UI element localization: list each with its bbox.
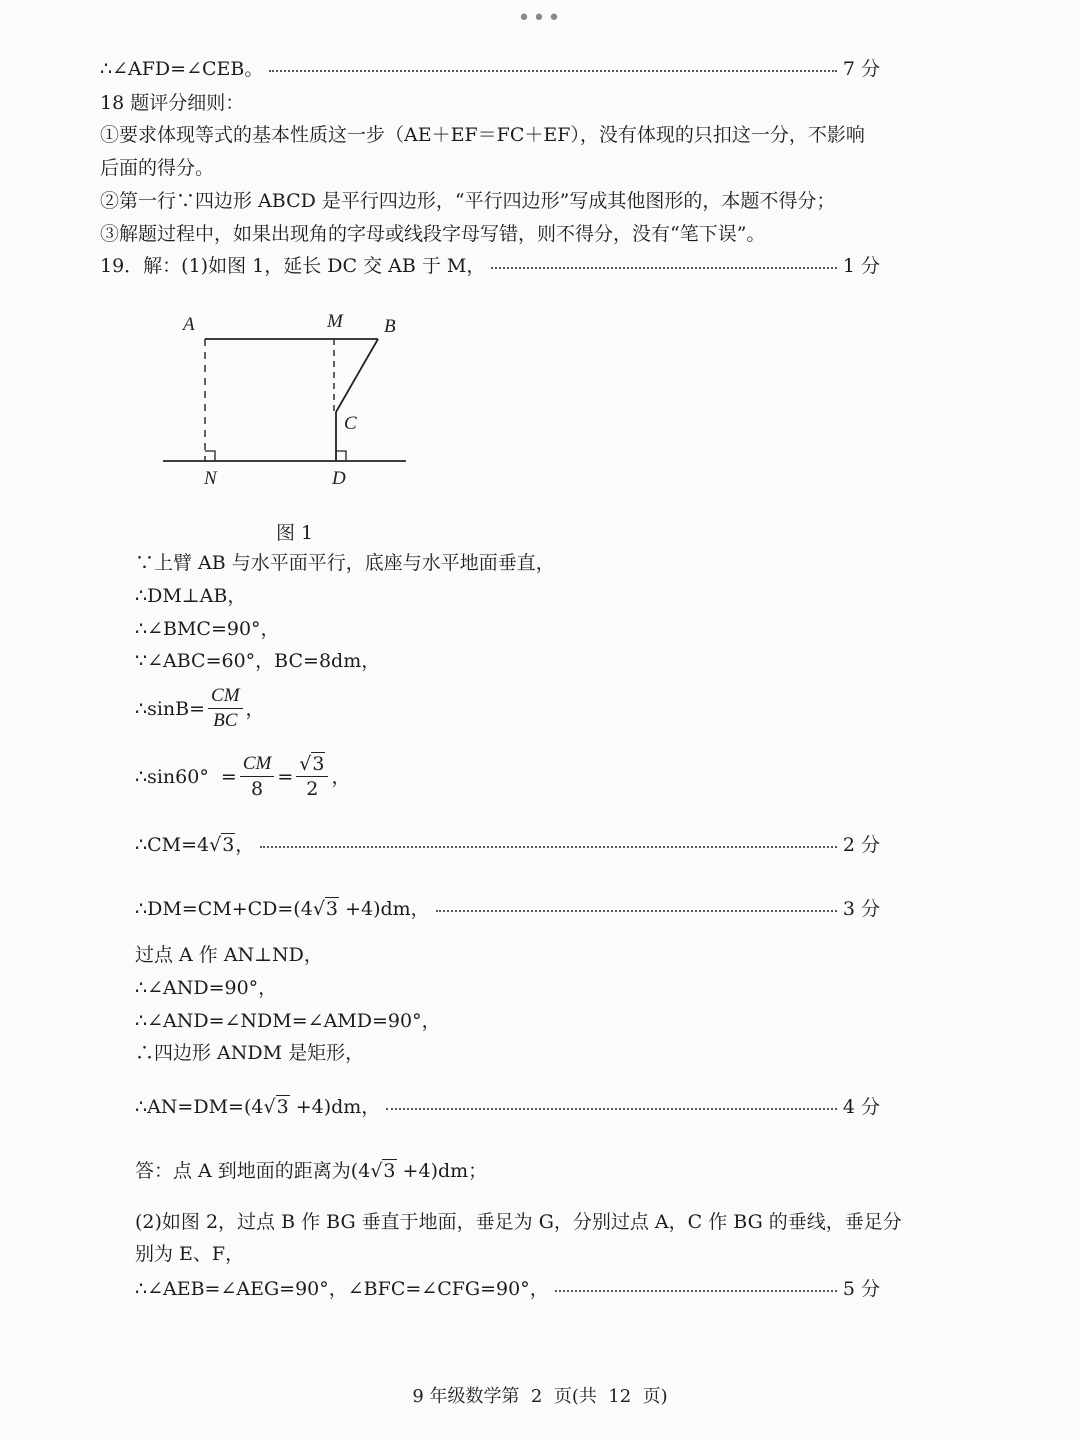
part-2-line-3 bbox=[135, 1276, 880, 1302]
numerator: CM bbox=[240, 752, 275, 777]
score-mark: 4 分 bbox=[842, 1096, 880, 1118]
sqrt-sign: √3 bbox=[263, 1096, 289, 1118]
text-pre: ∴sin60° = bbox=[135, 765, 237, 788]
text-post: +4)dm， bbox=[289, 1096, 381, 1118]
line-text: ∴∠AEB=∠AEG=90°，∠BFC=∠CFG=90°， bbox=[135, 1278, 549, 1300]
fraction-1 bbox=[240, 752, 275, 801]
text-post: +4)dm； bbox=[396, 1160, 488, 1182]
rubric-item-1: ①要求体现等式的基本性质这一步（AE＋EF＝FC＋EF），没有体现的只扣这一分，不影响 bbox=[100, 124, 865, 146]
score-mark: 3 分 bbox=[842, 898, 880, 920]
step-1: ∵上臂 AB 与水平面平行，底座与水平地面垂直， bbox=[135, 552, 555, 574]
denominator: BC bbox=[213, 710, 238, 731]
q19-heading bbox=[100, 253, 880, 279]
line-text: 19．解：(1)如图 1，延长 DC 交 AB 于 M， bbox=[100, 255, 486, 277]
solution-line-afd bbox=[100, 56, 880, 82]
denominator: 2 bbox=[306, 778, 319, 800]
label-c: C bbox=[344, 413, 357, 434]
dot-leader bbox=[555, 1290, 837, 1292]
answer-line bbox=[135, 1158, 487, 1184]
segment-bc bbox=[336, 339, 378, 412]
part-2-line-2: 别为 E、F， bbox=[135, 1243, 245, 1265]
radicand: 3 bbox=[276, 1096, 289, 1118]
radicand: 3 bbox=[383, 1160, 396, 1182]
figure-caption: 图 1 bbox=[276, 522, 314, 544]
text-pre: ∴CM=4 bbox=[135, 834, 210, 856]
denominator: 8 bbox=[251, 778, 264, 800]
page-footer: 9 年级数学第 2 页(共 12 页) bbox=[412, 1386, 668, 1407]
equals-sign: = bbox=[277, 765, 294, 788]
text-pre: ∴sinB= bbox=[135, 697, 206, 720]
score-mark: 5 分 bbox=[842, 1278, 880, 1300]
top-handle-dots: ••• bbox=[517, 6, 563, 31]
text-pre: ∴DM=CM+CD=(4 bbox=[135, 898, 313, 920]
step-4: ∵∠ABC=60°，BC=8dm， bbox=[135, 650, 381, 672]
score-mark: 7 分 bbox=[842, 58, 880, 80]
score-mark: 2 分 bbox=[842, 834, 880, 856]
radicand: 3 bbox=[222, 834, 235, 856]
label-b: B bbox=[384, 316, 396, 337]
dot-leader bbox=[260, 846, 837, 848]
step-8-dm bbox=[135, 896, 880, 922]
rubric-title: 18 题评分细则： bbox=[100, 92, 245, 114]
fraction bbox=[208, 684, 243, 733]
line-text: ∴∠AFD=∠CEB。 bbox=[100, 58, 264, 80]
step-13-an bbox=[135, 1094, 880, 1120]
step-11: ∴∠AND=∠NDM=∠AMD=90°， bbox=[135, 1010, 441, 1032]
text-post: ， bbox=[331, 765, 351, 788]
radicand: 3 bbox=[312, 753, 325, 775]
text-pre: ∴AN=DM=(4 bbox=[135, 1096, 264, 1118]
figure-1-diagram bbox=[150, 300, 430, 500]
label-n: N bbox=[204, 468, 217, 489]
rubric-item-2: ②第一行∵四边形 ABCD 是平行四边形，“平行四边形”写成其他图形的，本题不得分； bbox=[100, 190, 836, 212]
dot-leader bbox=[269, 70, 837, 72]
step-10: ∴∠AND=90°， bbox=[135, 977, 278, 999]
dot-leader bbox=[386, 1108, 837, 1110]
step-3: ∴∠BMC=90°， bbox=[135, 618, 280, 640]
label-m: M bbox=[327, 311, 343, 332]
step-9: 过点 A 作 AN⊥ND， bbox=[135, 944, 323, 966]
dot-leader bbox=[436, 910, 837, 912]
score-mark: 1 分 bbox=[842, 255, 880, 277]
dot-leader bbox=[491, 267, 837, 269]
step-12: ∴四边形 ANDM 是矩形， bbox=[135, 1042, 365, 1064]
sqrt-sign: √3 bbox=[312, 898, 339, 920]
rubric-item-3: ③解题过程中，如果出现角的字母或线段字母写错，则不得分，没有“笔下误”。 bbox=[100, 223, 766, 245]
fraction-2 bbox=[296, 752, 328, 801]
label-d: D bbox=[332, 468, 346, 489]
step-2: ∴DM⊥AB， bbox=[135, 585, 247, 607]
sqrt-sign: √3 bbox=[209, 834, 235, 856]
part-2-line-1: (2)如图 2，过点 B 作 BG 垂直于地面，垂足为 G，分别过点 A，C 作 BG 的垂线，垂足分 bbox=[135, 1211, 902, 1233]
right-angle-n bbox=[205, 451, 215, 461]
text-post: ， bbox=[245, 697, 265, 720]
step-6-sin-60 bbox=[135, 752, 350, 801]
label-a: A bbox=[183, 314, 195, 335]
rubric-item-1-cont: 后面的得分。 bbox=[100, 157, 215, 179]
step-5-sin-b bbox=[135, 684, 265, 733]
numerator: CM bbox=[208, 684, 243, 709]
numerator: √3 bbox=[296, 752, 328, 777]
text-post: ， bbox=[235, 834, 255, 856]
text-post: +4)dm， bbox=[339, 898, 430, 920]
step-7-cm bbox=[135, 832, 880, 858]
text-pre: 答：点 A 到地面的距离为(4 bbox=[135, 1160, 371, 1182]
radicand: 3 bbox=[325, 898, 339, 920]
right-angle-d bbox=[336, 451, 346, 461]
sqrt-sign: √3 bbox=[370, 1160, 396, 1182]
